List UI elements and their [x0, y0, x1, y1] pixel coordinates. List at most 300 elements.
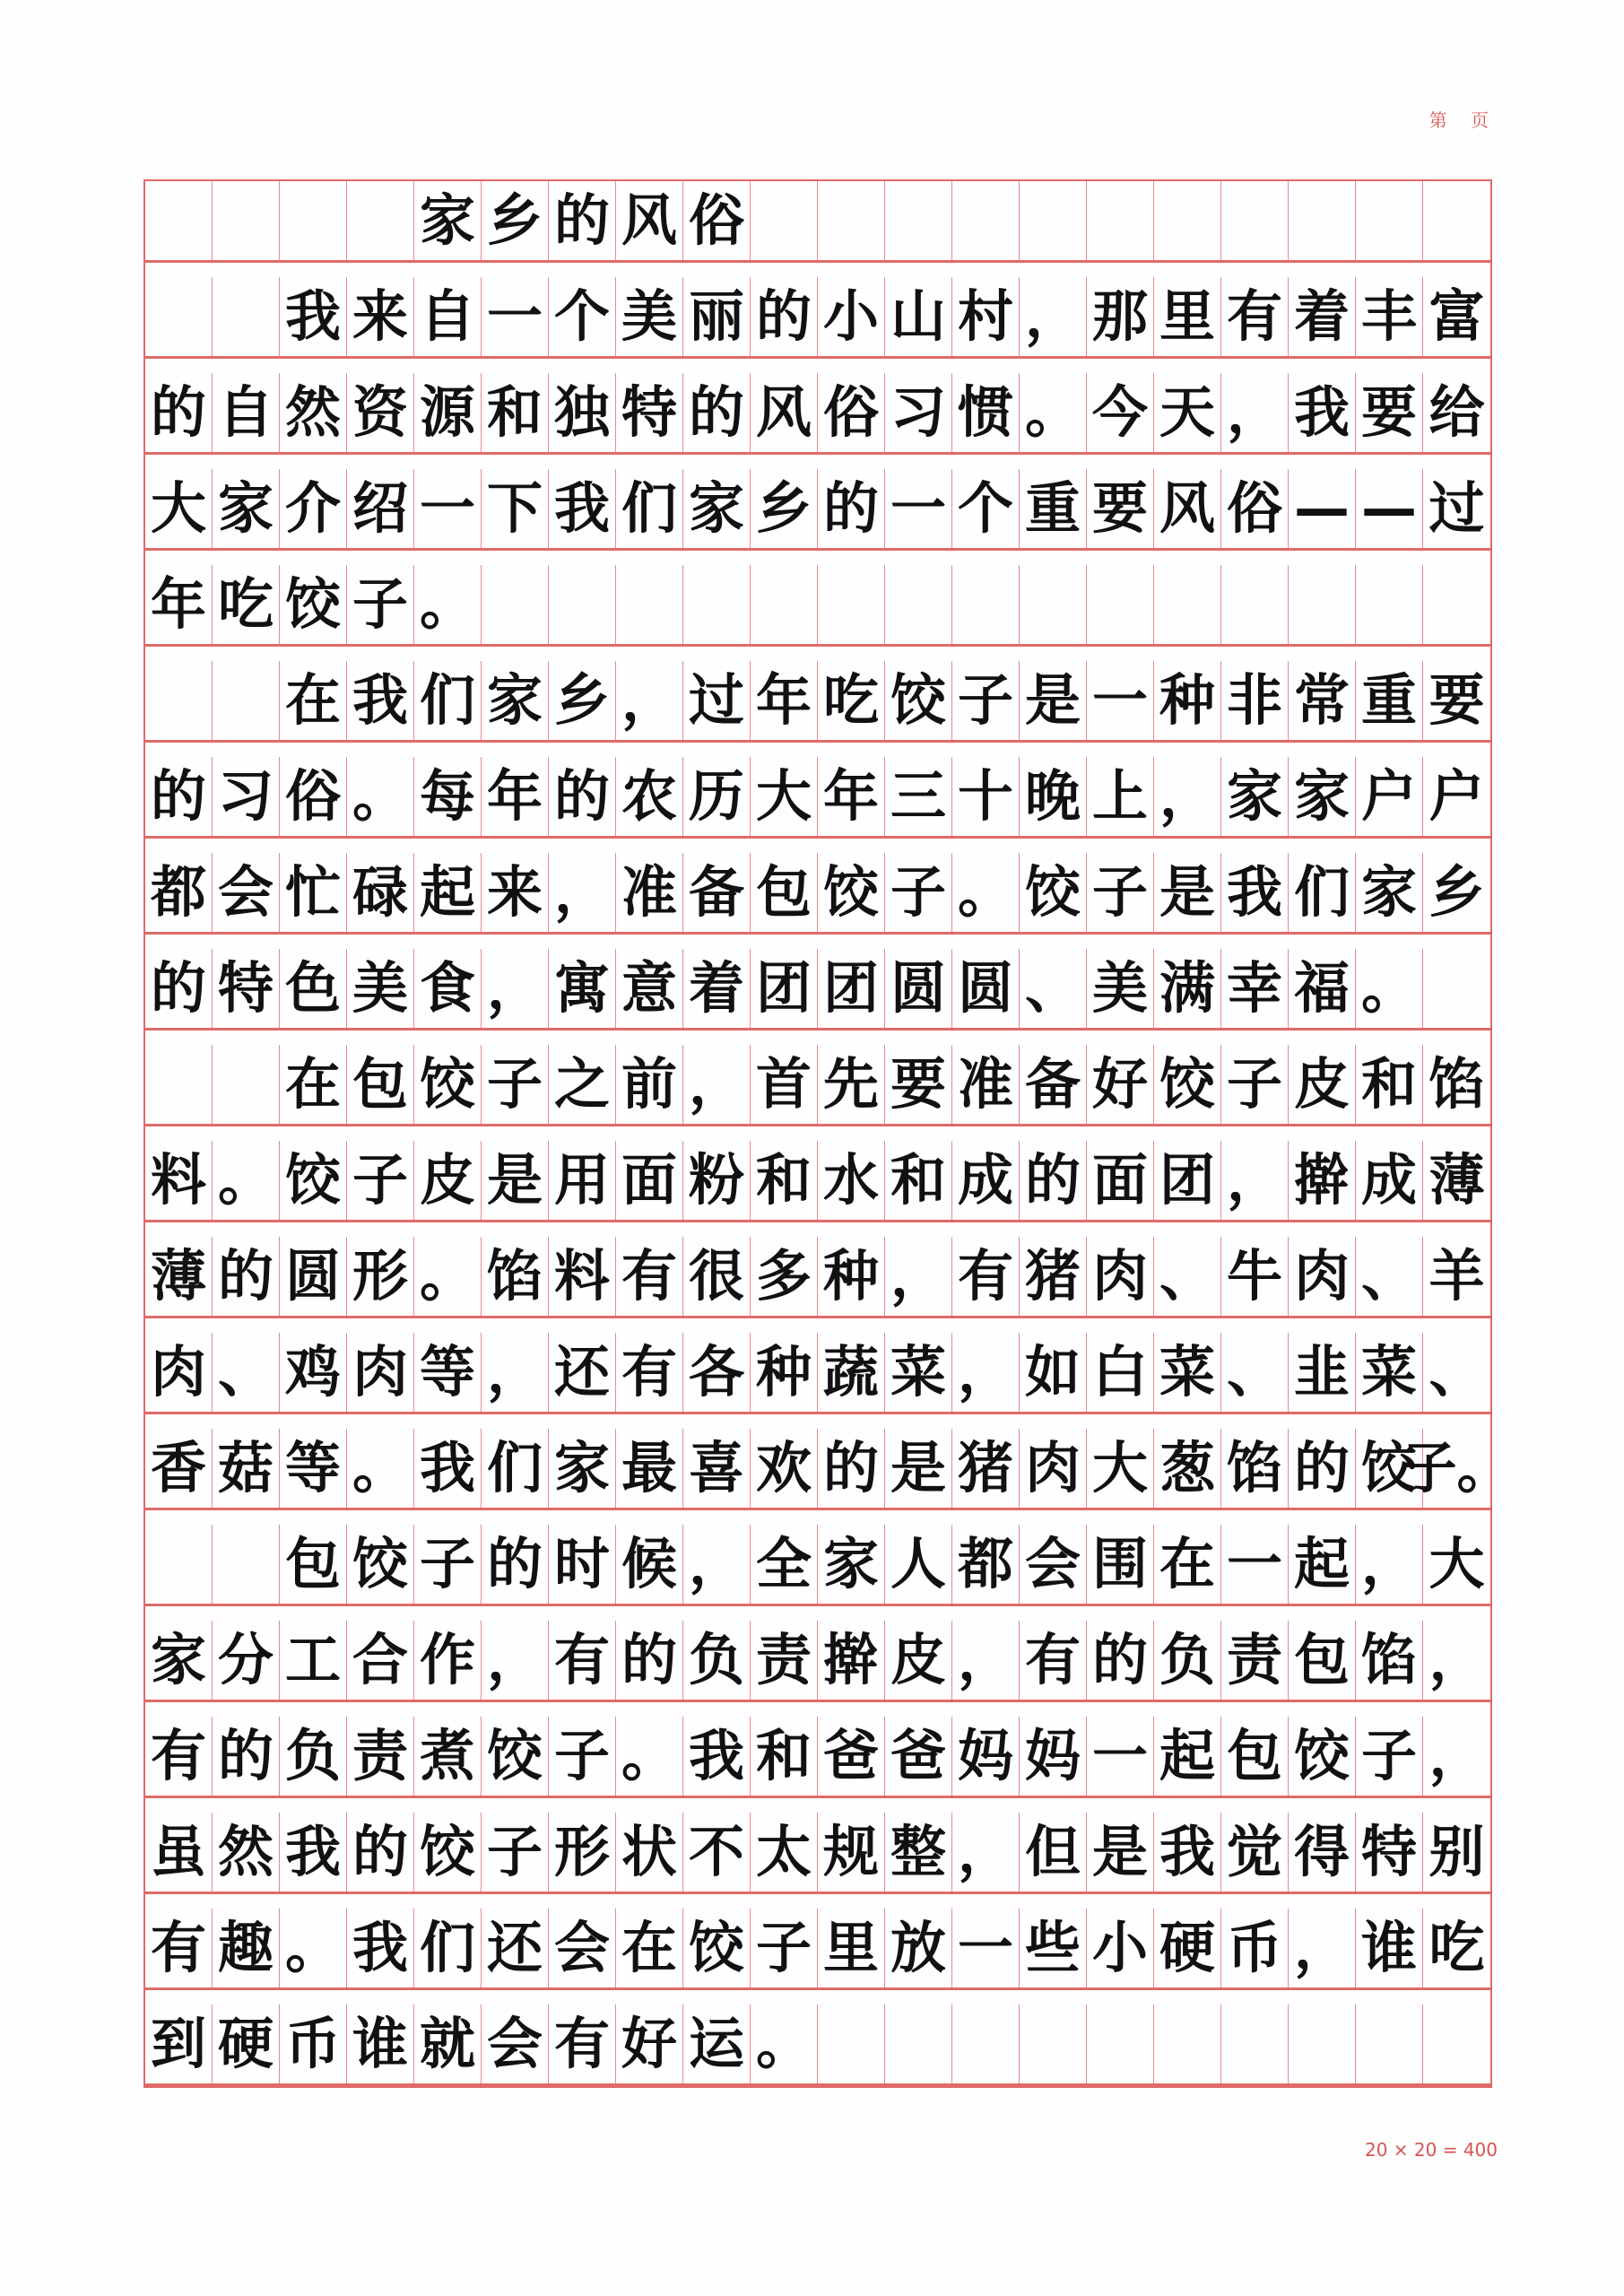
grid-cell: ， — [952, 1813, 1020, 1892]
grid-cell: 责 — [347, 1717, 414, 1796]
grid-cell — [1356, 2005, 1423, 2083]
grid-cell: 食 — [414, 949, 482, 1028]
grid-cell — [1423, 949, 1490, 1028]
grid-cell: 家 — [1221, 757, 1289, 836]
grid-cell — [1289, 181, 1356, 260]
grid-cell: 菜 — [1154, 1333, 1221, 1412]
grid-cell: 们 — [414, 661, 482, 740]
grid-cell: 种 — [1154, 661, 1221, 740]
grid-cell: 源 — [414, 373, 482, 452]
grid-cell: 的 — [1020, 1141, 1087, 1220]
grid-cell: 别 — [1429, 1819, 1485, 1884]
grid-cell: 香 — [145, 1429, 213, 1508]
manuscript-grid — [143, 179, 1513, 2088]
grid-cell: 皮 — [885, 1621, 952, 1700]
grid-cell: 肉 — [145, 1333, 213, 1412]
grid-cell: 虽 — [145, 1813, 213, 1892]
grid-cell: 上 — [1087, 757, 1154, 836]
grid-cell: 饺 — [414, 1813, 482, 1892]
text-row — [145, 1621, 1490, 1702]
grid-cell: ， — [1429, 1723, 1485, 1788]
grid-cell: 十 — [952, 757, 1020, 836]
grid-cell: 各 — [683, 1333, 751, 1412]
grid-cell: 负 — [1154, 1621, 1221, 1700]
grid-cell: 俗 — [818, 373, 885, 452]
page-number-label: 第 页 — [1429, 109, 1498, 131]
grid-cell — [1154, 181, 1221, 260]
grid-cell — [213, 1525, 280, 1604]
grid-cell: 家 — [549, 1429, 616, 1508]
grid-cell: 还 — [482, 1909, 549, 1987]
grid-cell: 一 — [1221, 1525, 1289, 1604]
grid-cell: 多 — [751, 1237, 818, 1316]
grid-cell — [885, 565, 952, 644]
grid-cell: 的 — [616, 1621, 683, 1700]
text-row — [145, 1333, 1490, 1414]
grid-cell: 子 — [347, 1141, 414, 1220]
grid-cell: 年 — [145, 565, 213, 644]
grid-cell — [145, 1525, 213, 1604]
grid-cell: 然 — [280, 373, 347, 452]
grid-cell: 我 — [280, 277, 347, 356]
grid-cell — [1356, 181, 1423, 260]
grid-cell: 们 — [414, 1909, 482, 1987]
grid-cell: 擀 — [1289, 1141, 1356, 1220]
grid-cell — [1423, 565, 1490, 644]
grid-cell: 们 — [1289, 853, 1356, 932]
grid-cell: 子 — [482, 1045, 549, 1124]
grid-cell: ， — [616, 661, 683, 740]
grid-cell: 的 — [549, 181, 616, 260]
grid-cell — [1087, 181, 1154, 260]
grid-cell: 是 — [1020, 661, 1087, 740]
grid-cell: 每 — [414, 757, 482, 836]
grid-cell: 山 — [885, 277, 952, 356]
grid-cell: 硬 — [213, 2005, 280, 2083]
grid-cell: 和 — [751, 1717, 818, 1796]
text-row — [145, 1909, 1490, 1990]
grid-cell: 年 — [751, 661, 818, 740]
grid-cell: 、 — [1221, 1333, 1289, 1412]
grid-cell: 饺 — [347, 1525, 414, 1604]
grid-cell: 料 — [549, 1237, 616, 1316]
grid-cell: 粉 — [683, 1141, 751, 1220]
grid-cell: 皮 — [414, 1141, 482, 1220]
grid-cell: 忙 — [280, 853, 347, 932]
text-row — [145, 1045, 1490, 1126]
grid-cell: 丰 — [1356, 277, 1423, 356]
grid-cell: 我 — [280, 1813, 347, 1892]
grid-cell: ， — [683, 1045, 751, 1124]
grid-cell: 家 — [414, 181, 482, 260]
grid-cell — [1154, 2005, 1221, 2083]
grid-cell: 运 — [683, 2005, 751, 2083]
grid-cell: 会 — [482, 2005, 549, 2083]
grid-cell: 我 — [1154, 1813, 1221, 1892]
grid-cell: 起 — [1289, 1525, 1356, 1604]
grid-cell: 一 — [414, 469, 482, 548]
grid-cell — [482, 565, 549, 644]
grid-cell: 寓 — [549, 949, 616, 1028]
grid-cell — [145, 661, 213, 740]
grid-cell: 馅 — [1356, 1621, 1423, 1700]
grid-cell: 责 — [1221, 1621, 1289, 1700]
grid-cell: 个 — [952, 469, 1020, 548]
grid-cell — [1221, 565, 1289, 644]
grid-cell: 肉 — [1087, 1237, 1154, 1316]
grid-cell: 有 — [616, 1237, 683, 1316]
grid-cell: 擀 — [818, 1621, 885, 1700]
grid-cell: 。 — [1356, 949, 1423, 1028]
grid-cell: 、 — [1154, 1237, 1221, 1316]
grid-cell: 人 — [885, 1525, 952, 1604]
grid-cell: 好 — [616, 2005, 683, 2083]
grid-cell: 觉 — [1221, 1813, 1289, 1892]
grid-cell: 自 — [414, 277, 482, 356]
grid-cell: 、 — [213, 1333, 280, 1412]
grid-cell: 年 — [482, 757, 549, 836]
grid-cell: 家 — [1356, 853, 1423, 932]
grid-cell: 。 — [347, 1429, 414, 1508]
grid-cell: 币 — [1221, 1909, 1289, 1987]
grid-cell: 有 — [145, 1717, 213, 1796]
grid-cell: 里 — [818, 1909, 885, 1987]
grid-cell: 牛 — [1221, 1237, 1289, 1316]
grid-cell: 圆 — [280, 1237, 347, 1316]
grid-cell: 饺 — [280, 565, 347, 644]
grid-cell: ， — [549, 853, 616, 932]
grid-cell: ， — [683, 1525, 751, 1604]
text-row — [145, 757, 1490, 839]
grid-cell: 皮 — [1289, 1045, 1356, 1124]
grid-cell: 有 — [952, 1237, 1020, 1316]
grid-cell: 非 — [1221, 661, 1289, 740]
grid-cell: 饺 — [885, 661, 952, 740]
grid-cell: 有 — [145, 1909, 213, 1987]
grid-cell: 起 — [414, 853, 482, 932]
grid-cell: 个 — [549, 277, 616, 356]
grid-cell: 大 — [751, 757, 818, 836]
grid-cell: 合 — [347, 1621, 414, 1700]
grid-cell: ， — [952, 1621, 1020, 1700]
grid-cell: 。 — [414, 1237, 482, 1316]
grid-cell: 子。 — [1401, 1435, 1513, 1500]
grid-cell: 资 — [347, 373, 414, 452]
grid-cell: 料 — [145, 1141, 213, 1220]
grid-cell: 还 — [549, 1333, 616, 1412]
text-row — [145, 1525, 1490, 1606]
grid-cell: ， — [1429, 1627, 1485, 1692]
grid-cell: ， — [1221, 373, 1289, 452]
grid-cell: 围 — [1087, 1525, 1154, 1604]
grid-cell: 就 — [414, 2005, 482, 2083]
grid-cell: 和 — [885, 1141, 952, 1220]
grid-cell: 成 — [1356, 1141, 1423, 1220]
grid-cell: ， — [482, 1333, 549, 1412]
grid-cell: 饺 — [1020, 853, 1087, 932]
title-row — [145, 181, 1490, 263]
grid-cell: 着 — [683, 949, 751, 1028]
grid-cell: 子 — [885, 853, 952, 932]
grid-cell: 趣 — [213, 1909, 280, 1987]
grid-cell: 的 — [482, 1525, 549, 1604]
grid-cell: ， — [1221, 1141, 1289, 1220]
grid-cell: 的 — [145, 949, 213, 1028]
grid-cell — [818, 565, 885, 644]
grid-cell: 薄 — [145, 1237, 213, 1316]
grid-cell: 俗 — [1221, 469, 1289, 548]
grid-cell: 爸 — [885, 1717, 952, 1796]
text-row — [145, 1813, 1490, 1894]
grid-cell: ， — [482, 949, 549, 1028]
grid-cell: 。 — [952, 853, 1020, 932]
grid-cell — [1020, 2005, 1087, 2083]
grid-cell: 面 — [1087, 1141, 1154, 1220]
grid-cell: 是 — [1154, 853, 1221, 932]
grid-cell: 好 — [1087, 1045, 1154, 1124]
text-row — [145, 853, 1490, 935]
grid-cell: 规 — [818, 1813, 885, 1892]
grid-cell: 分 — [213, 1621, 280, 1700]
grid-cell: 水 — [818, 1141, 885, 1220]
grid-cell: 碌 — [347, 853, 414, 932]
grid-cell: 一 — [1087, 1717, 1154, 1796]
grid-cell: 在 — [1154, 1525, 1221, 1604]
grid-cell: 天 — [1154, 373, 1221, 452]
grid-cell: 子 — [482, 1813, 549, 1892]
grid-cell: 我 — [347, 661, 414, 740]
grid-cell: 种 — [751, 1333, 818, 1412]
grid-cell: 全 — [751, 1525, 818, 1604]
grid-cell: 里 — [1154, 277, 1221, 356]
grid-cell — [818, 2005, 885, 2083]
grid-cell: 下 — [482, 469, 549, 548]
grid-cell: 责 — [751, 1621, 818, 1700]
grid-cell: 要 — [885, 1045, 952, 1124]
grid-cell: 过 — [1429, 475, 1485, 541]
grid-cell: 馅 — [482, 1237, 549, 1316]
grid-cell: 子 — [1087, 853, 1154, 932]
grid-cell: 之 — [549, 1045, 616, 1124]
grid-cell — [952, 181, 1020, 260]
grid-cell: 的 — [1087, 1621, 1154, 1700]
grid-cell: 等 — [414, 1333, 482, 1412]
grid-cell: 整 — [885, 1813, 952, 1892]
grid-cell: 有 — [1221, 277, 1289, 356]
grid-cell: 成 — [952, 1141, 1020, 1220]
grid-cell: 得 — [1289, 1813, 1356, 1892]
grid-cell — [1020, 181, 1087, 260]
grid-cell: 。 — [280, 1909, 347, 1987]
grid-cell: 的 — [213, 1237, 280, 1316]
text-row — [145, 661, 1490, 743]
grid-cell: 先 — [818, 1045, 885, 1124]
grid-cell: 小 — [818, 277, 885, 356]
grid-cell: 形 — [549, 1813, 616, 1892]
grid-cell: 前 — [616, 1045, 683, 1124]
grid-cell: 首 — [751, 1045, 818, 1124]
grid-cell: 的 — [145, 757, 213, 836]
grid-cell: 爸 — [818, 1717, 885, 1796]
grid-cell: 饺 — [818, 853, 885, 932]
grid-cell: 一 — [1087, 661, 1154, 740]
grid-cell: 饺 — [683, 1909, 751, 1987]
grid-cell: 乡 — [1429, 859, 1485, 925]
grid-cell — [683, 565, 751, 644]
grid-cell — [1020, 565, 1087, 644]
grid-cell: 子 — [549, 1717, 616, 1796]
grid-cell: 子 — [1221, 1045, 1289, 1124]
grid-cell: 薄 — [1429, 1147, 1485, 1213]
grid-cell: 但 — [1020, 1813, 1087, 1892]
grid-cell — [280, 181, 347, 260]
grid-cell — [1087, 2005, 1154, 2083]
grid-cell: 我 — [1289, 373, 1356, 452]
grid-cell — [145, 277, 213, 356]
grid-cell: 们 — [482, 1429, 549, 1508]
grid-cell: 家 — [213, 469, 280, 548]
grid-cell: 包 — [751, 853, 818, 932]
grid-cell: 饺 — [1289, 1717, 1356, 1796]
grid-cell: 蔬 — [818, 1333, 885, 1412]
grid-cell: 给 — [1429, 379, 1485, 445]
text-row — [145, 949, 1490, 1031]
grid-cell: 风 — [616, 181, 683, 260]
grid-cell: 俗 — [683, 181, 751, 260]
grid-cell — [1154, 565, 1221, 644]
grid-cell: 吃 — [1429, 1915, 1485, 1980]
grid-cell: 不 — [683, 1813, 751, 1892]
grid-cell: 放 — [885, 1909, 952, 1987]
grid-cell: 菜 — [1356, 1333, 1423, 1412]
grid-cell: 介 — [280, 469, 347, 548]
grid-cell: 吃 — [818, 661, 885, 740]
grid-cell: 太 — [751, 1813, 818, 1892]
grid-cell: 等 — [280, 1429, 347, 1508]
grid-cell: ， — [952, 1333, 1020, 1412]
grid-cell: 最 — [616, 1429, 683, 1508]
grid-cell: 的 — [347, 1813, 414, 1892]
grid-capacity-label: 20 × 20 = 400 — [1364, 2139, 1498, 2161]
grid-cell: 户 — [1356, 757, 1423, 836]
grid-cell: 备 — [1020, 1045, 1087, 1124]
grid-cell: 负 — [280, 1717, 347, 1796]
grid-cell: 一 — [482, 277, 549, 356]
grid-cell: 重 — [1020, 469, 1087, 548]
grid-cell: ， — [482, 1621, 549, 1700]
grid-cell: 包 — [1221, 1717, 1289, 1796]
grid-cell: 时 — [549, 1525, 616, 1604]
grid-cell: 很 — [683, 1237, 751, 1316]
grid-cell — [1356, 565, 1423, 644]
grid-cell: 有 — [549, 1621, 616, 1700]
grid-cell: 们 — [616, 469, 683, 548]
grid-cell — [1289, 2005, 1356, 2083]
grid-cell: 妈 — [1020, 1717, 1087, 1796]
grid-cell: 作 — [414, 1621, 482, 1700]
grid-cell — [952, 565, 1020, 644]
grid-cell: 要 — [1087, 469, 1154, 548]
grid-cell: 是 — [1087, 1813, 1154, 1892]
grid-cell: 肉 — [347, 1333, 414, 1412]
grid-cell: 大 — [1087, 1429, 1154, 1508]
grid-cell: 馅 — [1429, 1051, 1485, 1117]
grid-cell: 然 — [213, 1813, 280, 1892]
grid-cell — [549, 565, 616, 644]
grid-cell: 农 — [616, 757, 683, 836]
grid-cell: 有 — [616, 1333, 683, 1412]
grid-cell: 的 — [1289, 1429, 1356, 1508]
grid-cell: ， — [1356, 1525, 1423, 1604]
grid-cell: 圆 — [885, 949, 952, 1028]
grid-cell: 些 — [1020, 1909, 1087, 1987]
grid-cell: 一 — [952, 1909, 1020, 1987]
grid-cell: 色 — [280, 949, 347, 1028]
grid-cell: 圆 — [952, 949, 1020, 1028]
grid-cell: 饺 — [1154, 1045, 1221, 1124]
grid-cell: 肉 — [1289, 1237, 1356, 1316]
grid-cell: 包 — [347, 1045, 414, 1124]
grid-cell: 重 — [1356, 661, 1423, 740]
grid-cell — [751, 181, 818, 260]
grid-cell: 状 — [616, 1813, 683, 1892]
grid-cell: ， — [885, 1237, 952, 1316]
grid-cell: 谁 — [1356, 1909, 1423, 1987]
grid-cell: 俗 — [280, 757, 347, 836]
grid-cell: 。 — [751, 2005, 818, 2083]
grid-cell: 富 — [1429, 283, 1485, 349]
grid-cell: 着 — [1289, 277, 1356, 356]
grid-cell: 是 — [482, 1141, 549, 1220]
text-row — [145, 1429, 1513, 1510]
grid-cell: 一 — [885, 469, 952, 548]
grid-cell: 准 — [952, 1045, 1020, 1124]
grid-cell — [145, 1045, 213, 1124]
grid-cell: 和 — [751, 1141, 818, 1220]
grid-cell — [1087, 565, 1154, 644]
grid-cell: 。 — [414, 565, 482, 644]
grid-cell: 风 — [1154, 469, 1221, 548]
grid-cell: 特 — [616, 373, 683, 452]
grid-cell: 吃 — [213, 565, 280, 644]
grid-cell: 、 — [1356, 1237, 1423, 1316]
grid-cell: 来 — [347, 277, 414, 356]
grid-cell: 会 — [1020, 1525, 1087, 1604]
grid-cell — [616, 565, 683, 644]
grid-cell: 风 — [751, 373, 818, 452]
grid-cell: 币 — [280, 2005, 347, 2083]
grid-cell: 子 — [1356, 1717, 1423, 1796]
grid-cell: 饺 — [1356, 1429, 1423, 1508]
grid-cell: 羊 — [1429, 1243, 1485, 1309]
grid-cell: 福 — [1289, 949, 1356, 1028]
grid-cell: 常 — [1289, 661, 1356, 740]
grid-cell: 白 — [1087, 1333, 1154, 1412]
text-row — [145, 373, 1490, 455]
grid-cell: 我 — [414, 1429, 482, 1508]
grid-cell: 的 — [818, 1429, 885, 1508]
grid-cell: 子 — [347, 565, 414, 644]
grid-cell: 猪 — [952, 1429, 1020, 1508]
grid-cell: 习 — [885, 373, 952, 452]
grid-cell: 是 — [885, 1429, 952, 1508]
grid-cell: 乡 — [482, 181, 549, 260]
grid-cell: 猪 — [1020, 1237, 1087, 1316]
grid-cell: 喜 — [683, 1429, 751, 1508]
grid-cell: 那 — [1087, 277, 1154, 356]
grid-cell: 家 — [145, 1621, 213, 1700]
grid-cell: 大 — [145, 469, 213, 548]
